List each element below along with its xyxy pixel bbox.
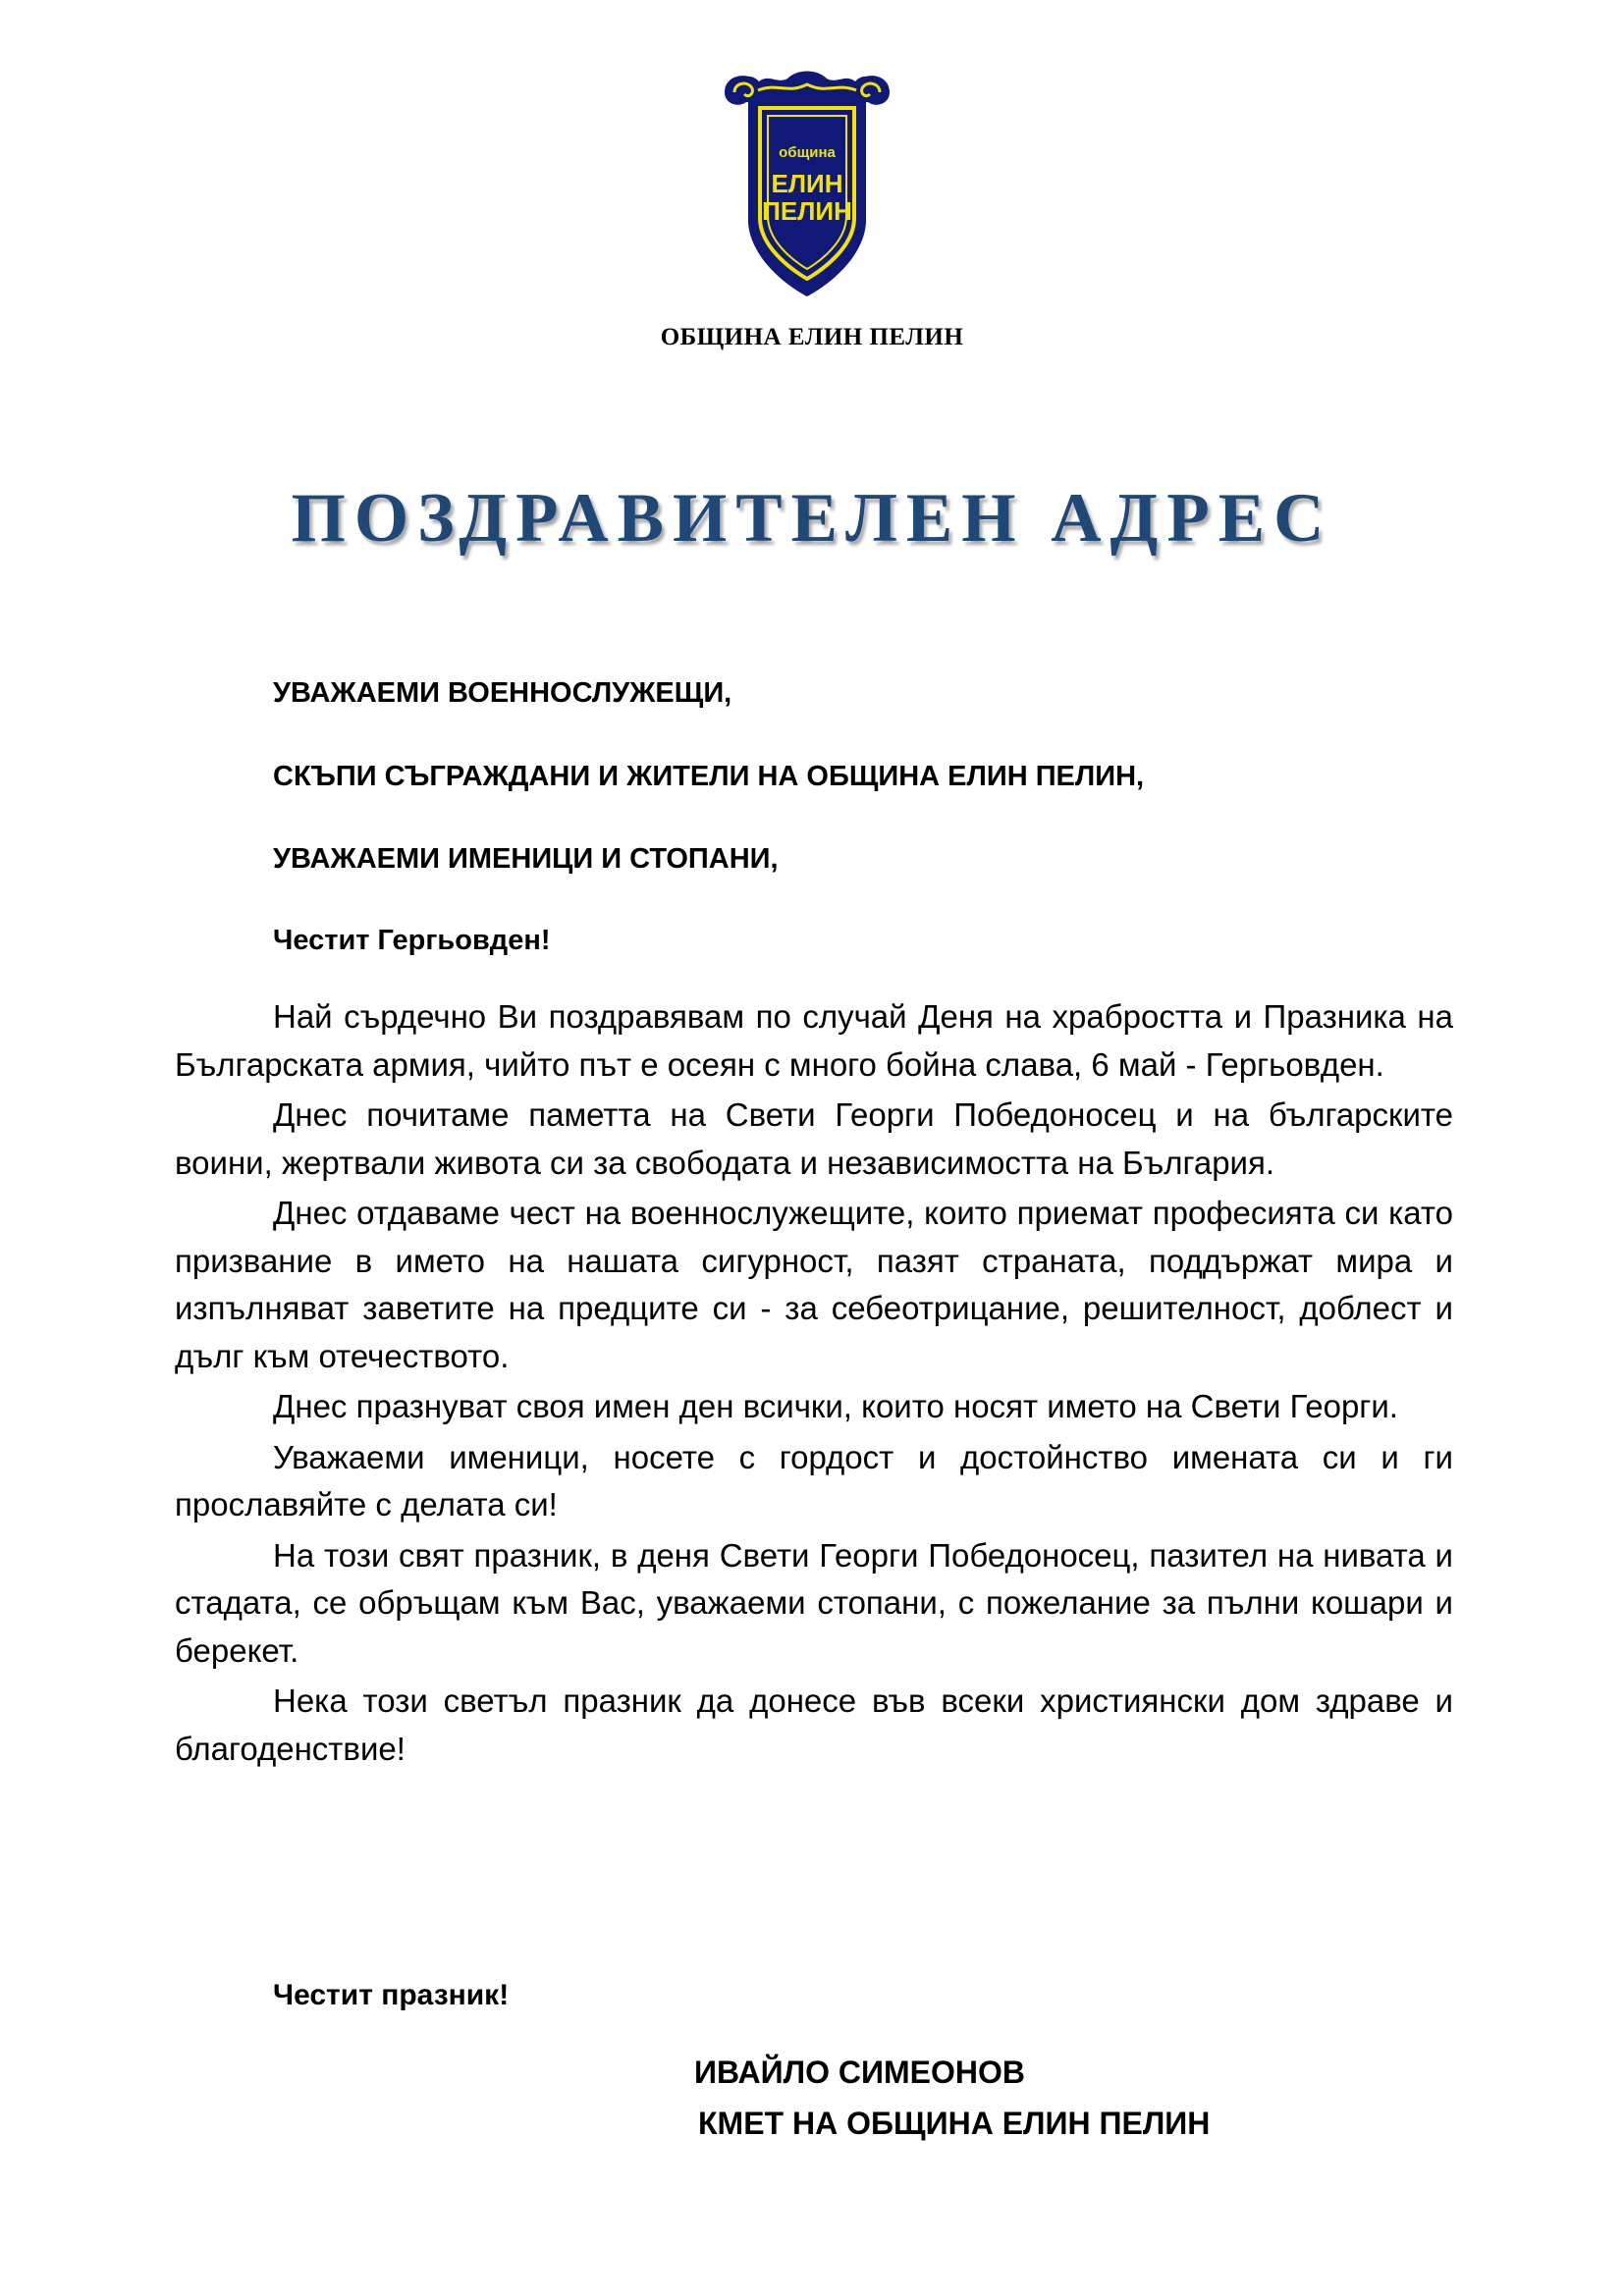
salutation-citizens: СКЪПИ СЪГРАЖДАНИ И ЖИТЕЛИ НА ОБЩИНА ЕЛИН ПЕЛИН, (273, 761, 1145, 792)
paragraph: Днес отдаваме чест на военнослужещите, които приемат професията си като призвание в името на нашата сигурност, пазят страната, поддържат мира и изпълняват заветите на предците си - за себеотрицание, решителност, доблест и дълг към отечеството. (175, 1195, 1453, 1374)
signature-block (694, 2047, 1210, 2149)
signatory-position: КМЕТ НА ОБЩИНА ЕЛИН ПЕЛИН (698, 2106, 1211, 2141)
crest-text-line2: ПЕЛИН (762, 196, 852, 226)
salutation-namesakes: УВАЖАЕМИ ИМЕНИЦИ И СТОПАНИ, (273, 843, 779, 875)
crest-shield-icon (719, 71, 895, 296)
crest-text-line1: ЕЛИН (771, 169, 843, 198)
letter-body (175, 993, 1453, 1776)
paragraph: На този свят празник, в деня Свети Георги Победоносец, пазител на нивата и стадата, се обръщам към Вас, уважаеми стопани, с пожелание за пълни кошари и берекет. (175, 1536, 1453, 1669)
document-title: ПОЗДРАВИТЕЛЕН АДРЕС (291, 480, 1333, 557)
signatory-name: ИВАЙЛО СИМЕОНОВ (694, 2055, 1025, 2090)
paragraph: Днес почитаме паметта на Свети Георги Победоносец и на българските воини, жертвали живота си за свободата и независимостта на България. (175, 1096, 1453, 1181)
paragraph: Днес празнуват своя имен ден всички, които носят името на Свети Георги. (273, 1388, 1398, 1424)
salutation-greeting: Честит Гергьовден! (273, 925, 551, 956)
crest-text-top: община (779, 144, 836, 161)
paragraph: Най сърдечно Ви поздравявам по случай Деня на храбростта и Празника на Българската армия, чийто път е осеян с много бойна слава, 6 май - Гергьовден. (175, 998, 1453, 1083)
salutation-servicemen: УВАЖАЕМИ ВОЕННОСЛУЖЕЩИ, (273, 677, 732, 709)
municipality-crest (719, 71, 895, 296)
paragraph: Нека този светъл празник да донесе във всеки християнски дом здраве и благоденствие! (175, 1682, 1453, 1767)
municipality-name: ОБЩИНА ЕЛИН ПЕЛИН (660, 324, 964, 350)
closing-greeting: Честит празник! (273, 1979, 510, 2011)
paragraph: Уважаеми именици, носете с гордост и достойнство имената си и ги прославяйте с делата си! (175, 1438, 1453, 1522)
